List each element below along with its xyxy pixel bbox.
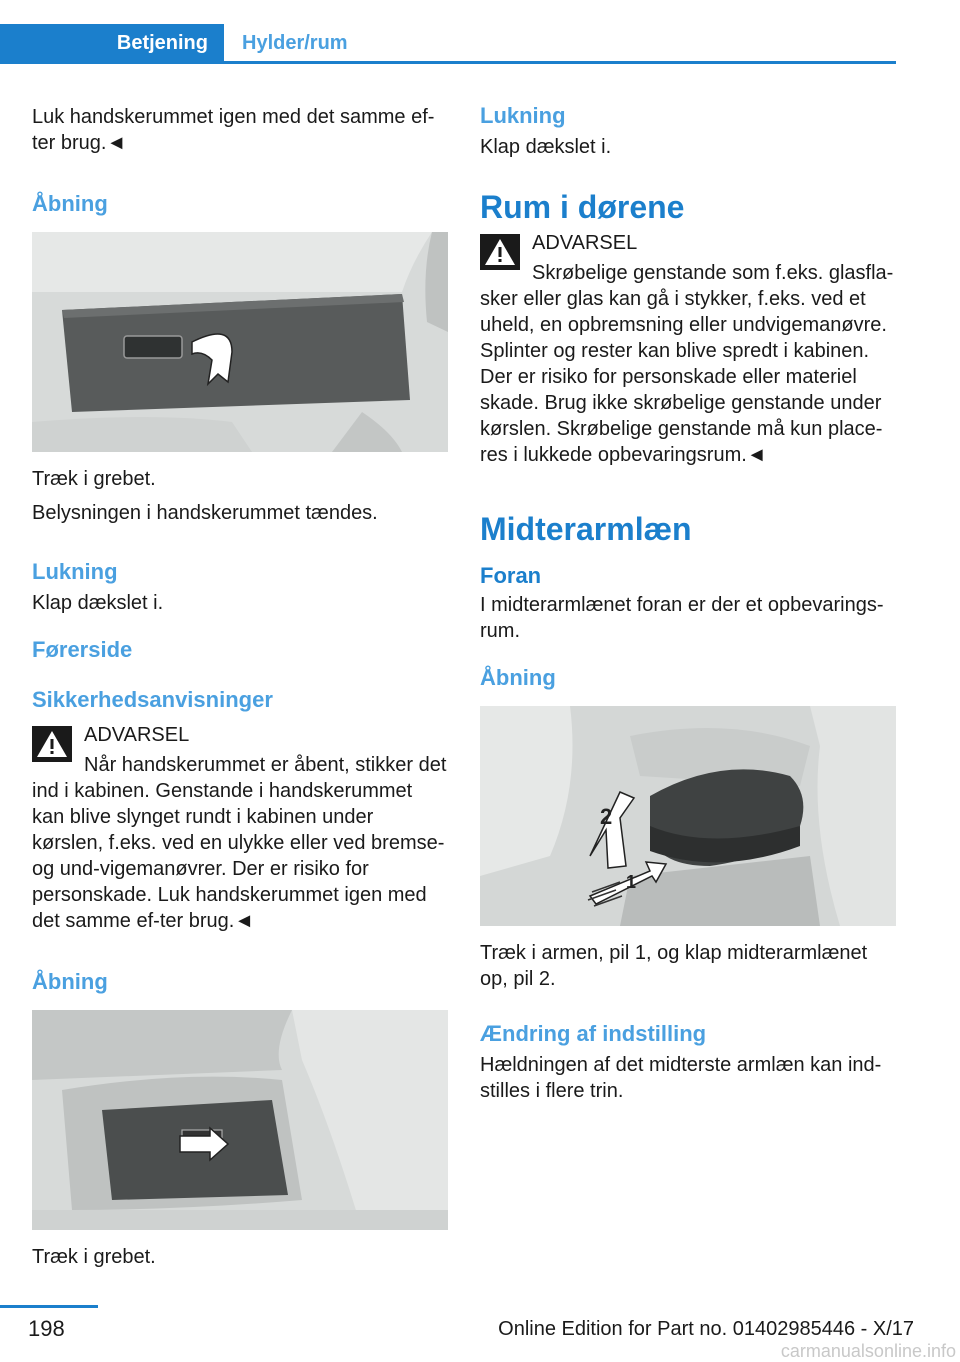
glovebox-image [32, 232, 448, 452]
armrest-image [480, 706, 896, 926]
tab-hylder-rum[interactable]: Hylder/rum [242, 32, 348, 54]
page-header [0, 0, 896, 64]
right-column [480, 100, 896, 1104]
page-number: 198 [28, 1316, 65, 1341]
intro-text: Luk handskerummet igen med det samme ef‐ter brug.◄ [32, 106, 435, 154]
heading-front: Foran [480, 563, 542, 588]
heading-safety: Sikkerhedsanvisninger [32, 687, 273, 712]
arrow-label-2: 2 [600, 804, 613, 829]
warning-text: Når handskerummet er åbent, stikker det ind i kabinen. Genstande i handskerummet kan blive slynget rundt i kabinen under kørslen, f.eks. ved en ulykke eller ved bremse- og und‐vigemanøvrer. Der er risiko for personskade. Luk handskerummet igen med det samme ef‐ter brug.◄ [32, 754, 447, 932]
heading-opening: Åbning [32, 191, 108, 216]
heading-door-compartments: Rum i dørene [480, 189, 685, 225]
warning-block-doors [480, 230, 896, 256]
header-divider [0, 61, 896, 64]
warning-block [32, 722, 448, 748]
closing-text-right: Klap dækslet i. [480, 136, 612, 158]
heading-driver-side: Førerside [32, 637, 133, 662]
heading-opening-armrest: Åbning [480, 665, 556, 690]
warning-triangle-icon [480, 234, 520, 270]
closing-text: Klap dækslet i. [32, 592, 164, 614]
caption-lighting: Belysningen i handskerummet tændes. [32, 502, 378, 524]
heading-opening-2: Åbning [32, 969, 108, 994]
driver-compartment-image [32, 1010, 448, 1230]
adjust-text: Hældningen af det midterste armlæn kan ind‐stilles i flere trin. [480, 1054, 882, 1102]
warning-title-doors: ADVARSEL [532, 232, 638, 254]
left-column [32, 100, 448, 1270]
arrow-label-1: 1 [626, 872, 637, 892]
heading-closing-right: Lukning [480, 103, 566, 128]
footer-divider [0, 1305, 98, 1308]
watermark: carmanualsonline.info [780, 1341, 956, 1361]
front-text: I midterarmlænet foran er der et opbevarings‐rum. [480, 594, 884, 642]
warning-text-doors: Skrøbelige genstande som f.eks. glasfla‐sker eller glas kan gå i stykker, f.eks. ved et uheld, en opbremsning eller undvigemanøvre. Splinter og rester kan blive spredt i kabinen. Der er risiko for personskade eller materiel skade. Brug ikke skrøbelige genstande under kørslen. Skrøbelige genstande må kun place‐res i lukkede opbevaringsrum.◄ [480, 262, 894, 466]
warning-title: ADVARSEL [84, 724, 190, 746]
caption-pull-handle-2: Træk i grebet. [32, 1246, 156, 1268]
tab-betjening[interactable]: Betjening [0, 24, 224, 62]
edition-text: Online Edition for Part no. 01402985446 - X/17 [498, 1318, 914, 1340]
driver-compartment-illustration [32, 1010, 448, 1230]
heading-closing: Lukning [32, 559, 118, 584]
caption-pull-handle: Træk i grebet. [32, 468, 156, 490]
glovebox-illustration [32, 232, 448, 452]
heading-center-armrest: Midterarmlæn [480, 511, 692, 547]
warning-triangle-icon [32, 726, 72, 762]
armrest-illustration [480, 706, 896, 926]
caption-armrest: Træk i armen, pil 1, og klap midterarmlænet op, pil 2. [480, 942, 868, 990]
heading-adjust: Ændring af indstilling [480, 1021, 707, 1046]
